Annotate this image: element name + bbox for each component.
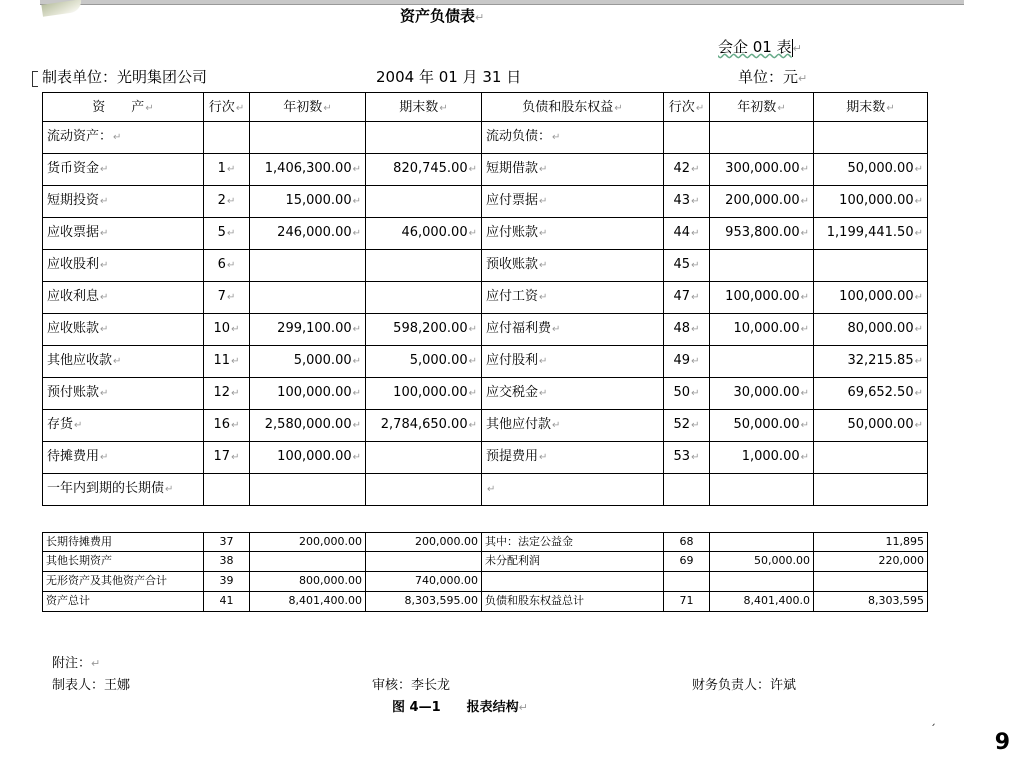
ruler [40,0,964,5]
row-r3-c5: 44↵ [664,218,710,250]
lower-row-r3-c4: 负债和股东权益总计 [482,592,664,612]
row-r3-c0: 应收票据↵ [42,218,204,250]
lower-row-r1-c3 [366,552,482,572]
row-r5-c0: 应收利息↵ [42,282,204,314]
header-r0-c4: 负债和股东权益↵ [482,92,664,122]
lower-row-r3-c6: 8,401,400.0 [710,592,814,612]
finance-head: 财务负责人：许斌 [692,678,797,693]
lower-row-r1-c1: 38 [204,552,250,572]
row-r7-c0: 其他应收款↵ [42,346,204,378]
row-r1-c5: 42↵ [664,154,710,186]
page-number: 9 [994,730,1010,755]
row-r3-c1: 5↵ [204,218,250,250]
lower-row-r2-c6 [710,572,814,592]
lower-row-r0-c1: 37 [204,532,250,552]
row-r4-c6 [710,250,814,282]
row-r0-c5 [664,122,710,154]
row-r9-c6: 50,000.00↵ [710,410,814,442]
header-r0-c5: 行次↵ [664,92,710,122]
lower-row-r2-c7 [814,572,928,592]
row-r4-c5: 45↵ [664,250,710,282]
lower-row-r2-c3: 740,000.00 [366,572,482,592]
lower-row-r2-c1: 39 [204,572,250,592]
lower-row-r0-c3: 200,000.00 [366,532,482,552]
row-r9-c3: 2,784,650.00↵ [366,410,482,442]
row-r11-c3 [366,474,482,506]
row-r2-c7: 100,000.00↵ [814,186,928,218]
row-r6-c4: 应付福利费↵ [482,314,664,346]
row-r5-c2 [250,282,366,314]
lower-row-r1-c6: 50,000.00 [710,552,814,572]
lower-row-r3-c2: 8,401,400.00 [250,592,366,612]
row-r6-c7: 80,000.00↵ [814,314,928,346]
row-r3-c4: 应付账款↵ [482,218,664,250]
lower-row-r2-c2: 800,000.00 [250,572,366,592]
row-r5-c7: 100,000.00↵ [814,282,928,314]
row-r2-c1: 2↵ [204,186,250,218]
selection-marker [32,71,38,87]
row-r2-c6: 200,000.00↵ [710,186,814,218]
note-label: 附注：↵ [52,656,101,671]
row-r10-c3 [366,442,482,474]
row-r4-c4: 预收账款↵ [482,250,664,282]
lower-row-r3-c0: 资产总计 [42,592,204,612]
row-r11-c6 [710,474,814,506]
row-r5-c3 [366,282,482,314]
row-r3-c2: 246,000.00↵ [250,218,366,250]
row-r3-c7: 1,199,441.50↵ [814,218,928,250]
row-r4-c7 [814,250,928,282]
company-name: 制表单位：光明集团公司 [42,68,208,86]
row-r5-c4: 应付工资↵ [482,282,664,314]
row-r9-c4: 其他应付款↵ [482,410,664,442]
header-r0-c1: 行次↵ [204,92,250,122]
row-r4-c2 [250,250,366,282]
lower-row-r0-c5: 68 [664,532,710,552]
reviewer: 审核：李长龙 [372,678,451,693]
row-r0-c6 [710,122,814,154]
row-r9-c2: 2,580,000.00↵ [250,410,366,442]
row-r8-c1: 12↵ [204,378,250,410]
row-r2-c4: 应付票据↵ [482,186,664,218]
row-r5-c1: 7↵ [204,282,250,314]
row-r0-c7 [814,122,928,154]
row-r11-c0: 一年内到期的长期债↵ [42,474,204,506]
table-id: 会企 01 表↵ [718,38,802,56]
lower-row-r0-c7: 11,895 [814,532,928,552]
row-r2-c5: 43↵ [664,186,710,218]
lower-row-r0-c0: 长期待摊费用 [42,532,204,552]
row-r8-c6: 30,000.00↵ [710,378,814,410]
lower-row-r3-c5: 71 [664,592,710,612]
row-r6-c2: 299,100.00↵ [250,314,366,346]
row-r6-c6: 10,000.00↵ [710,314,814,346]
row-r8-c2: 100,000.00↵ [250,378,366,410]
row-r7-c7: 32,215.85↵ [814,346,928,378]
header-r0-c3: 期末数↵ [366,92,482,122]
row-r6-c0: 应收账款↵ [42,314,204,346]
report-date: 2004 年 01 月 31 日 [376,68,522,86]
row-r8-c3: 100,000.00↵ [366,378,482,410]
row-r2-c0: 短期投资↵ [42,186,204,218]
row-r9-c0: 存货↵ [42,410,204,442]
lower-row-r0-c4: 其中：法定公益金 [482,532,664,552]
row-r0-c1 [204,122,250,154]
row-r6-c5: 48↵ [664,314,710,346]
row-r10-c6: 1,000.00↵ [710,442,814,474]
row-r4-c1: 6↵ [204,250,250,282]
lower-row-r2-c5 [664,572,710,592]
row-r2-c3 [366,186,482,218]
row-r7-c2: 5,000.00↵ [250,346,366,378]
row-r7-c5: 49↵ [664,346,710,378]
lower-row-r3-c3: 8,303,595.00 [366,592,482,612]
row-r11-c5 [664,474,710,506]
row-r0-c0: 流动资产：↵ [42,122,204,154]
preparer: 制表人：王娜 [52,678,131,693]
row-r10-c1: 17↵ [204,442,250,474]
row-r4-c0: 应收股利↵ [42,250,204,282]
row-r6-c1: 10↵ [204,314,250,346]
row-r3-c3: 46,000.00↵ [366,218,482,250]
header-r0-c6: 年初数↵ [710,92,814,122]
row-r9-c1: 16↵ [204,410,250,442]
row-r0-c3 [366,122,482,154]
row-r0-c4: 流动负债：↵ [482,122,664,154]
lower-row-r1-c7: 220,000 [814,552,928,572]
row-r7-c4: 应付股利↵ [482,346,664,378]
header-r0-c2: 年初数↵ [250,92,366,122]
lower-row-r1-c4: 未分配利润 [482,552,664,572]
row-r11-c2 [250,474,366,506]
row-r10-c7 [814,442,928,474]
lower-row-r3-c1: 41 [204,592,250,612]
figure-caption: 图 4—1 报表结构↵ [392,700,528,715]
row-r11-c4: ↵ [482,474,664,506]
lower-row-r2-c4 [482,572,664,592]
row-r8-c7: 69,652.50↵ [814,378,928,410]
lower-row-r0-c6 [710,532,814,552]
lower-row-r1-c5: 69 [664,552,710,572]
report-title: 资产负债表↵ [400,7,485,25]
row-r1-c7: 50,000.00↵ [814,154,928,186]
row-r1-c4: 短期借款↵ [482,154,664,186]
row-r8-c0: 预付账款↵ [42,378,204,410]
row-r10-c2: 100,000.00↵ [250,442,366,474]
row-r10-c4: 预提费用↵ [482,442,664,474]
header-r0-c7: 期末数↵ [814,92,928,122]
row-r4-c3 [366,250,482,282]
row-r3-c6: 953,800.00↵ [710,218,814,250]
lower-row-r1-c2 [250,552,366,572]
row-r1-c1: 1↵ [204,154,250,186]
row-r5-c6: 100,000.00↵ [710,282,814,314]
row-r10-c5: 53↵ [664,442,710,474]
row-r7-c1: 11↵ [204,346,250,378]
lower-row-r2-c0: 无形资产及其他资产合计 [42,572,204,592]
lower-row-r3-c7: 8,303,595 [814,592,928,612]
row-r11-c1 [204,474,250,506]
row-r1-c2: 1,406,300.00↵ [250,154,366,186]
row-r11-c7 [814,474,928,506]
tick-mark: ˏ [930,712,936,726]
row-r9-c7: 50,000.00↵ [814,410,928,442]
lower-row-r0-c2: 200,000.00 [250,532,366,552]
row-r7-c3: 5,000.00↵ [366,346,482,378]
row-r8-c4: 应交税金↵ [482,378,664,410]
row-r1-c0: 货币资金↵ [42,154,204,186]
currency-unit: 单位：元↵ [738,68,808,86]
row-r1-c6: 300,000.00↵ [710,154,814,186]
row-r0-c2 [250,122,366,154]
header-r0-c0: 资 产↵ [42,92,204,122]
row-r1-c3: 820,745.00↵ [366,154,482,186]
row-r2-c2: 15,000.00↵ [250,186,366,218]
row-r5-c5: 47↵ [664,282,710,314]
row-r7-c6 [710,346,814,378]
row-r6-c3: 598,200.00↵ [366,314,482,346]
row-r9-c5: 52↵ [664,410,710,442]
lower-row-r1-c0: 其他长期资产 [42,552,204,572]
row-r8-c5: 50↵ [664,378,710,410]
row-r10-c0: 待摊费用↵ [42,442,204,474]
